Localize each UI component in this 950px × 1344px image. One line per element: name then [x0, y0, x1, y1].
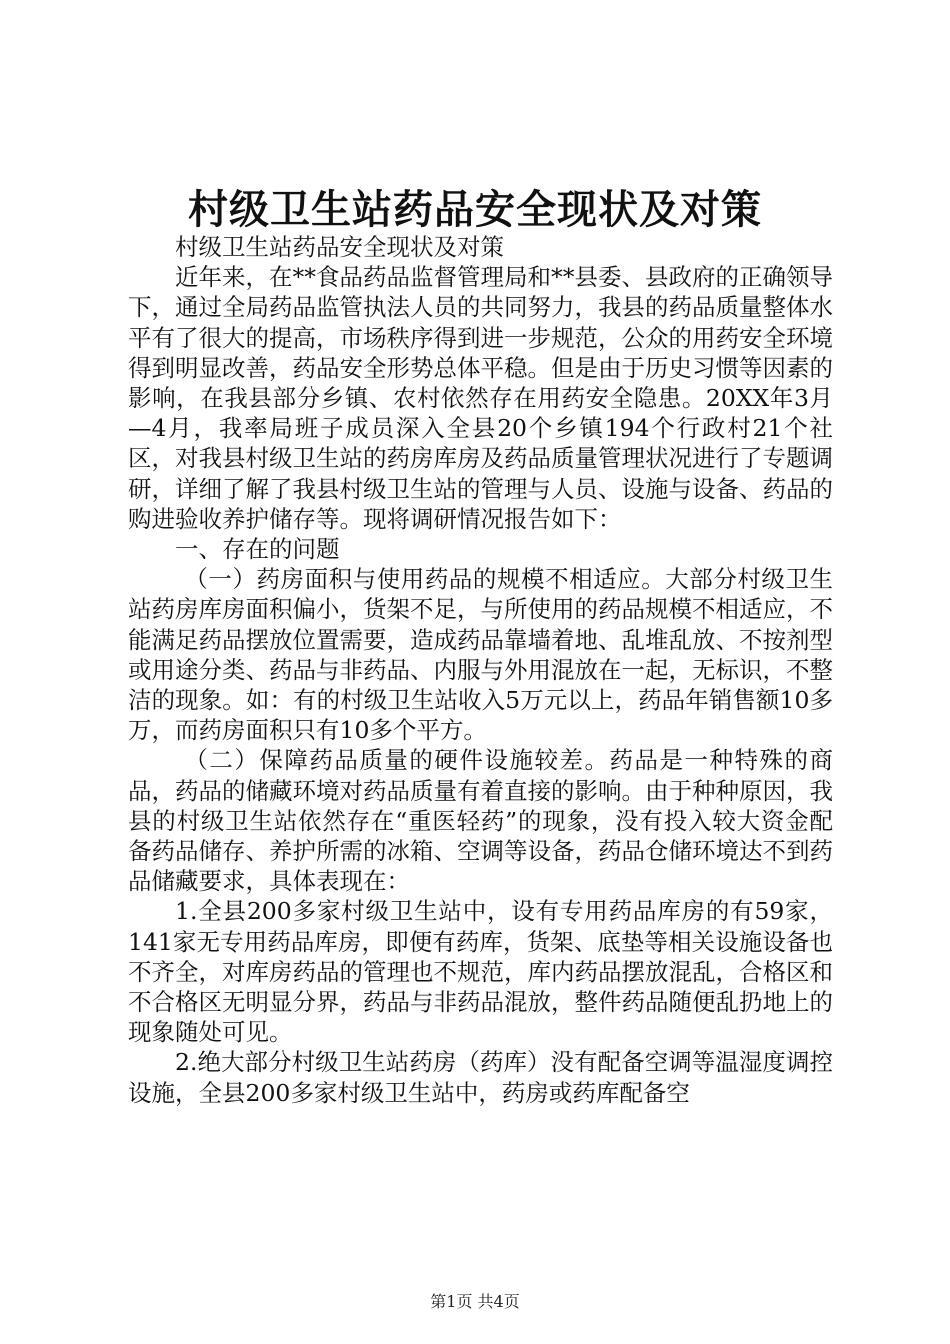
section-heading: 一、存在的问题: [175, 535, 340, 564]
document-title: 村级卫生站药品安全现状及对策: [188, 186, 762, 233]
document-body: [128, 232, 833, 1108]
issue-two-paragraph: （二）保障药品质量的硬件设施较差。药品是一种特殊的商品，药品的储藏环境对药品质量有着直接的影响。由于种种原因，我县的村级卫生站依然存在“重医轻药”的现象，没有投入较大资金配备药品储存、养护所需的冰箱、空调等设备，药品仓储环境达不到药品储藏要求，具体表现在：: [128, 746, 833, 896]
point-one-paragraph: 1.全县200多家村级卫生站中，设有专用药品库房的有59家，141家无专用药品库房，即便有药库，货架、底垫等相关设施设备也不齐全，对库房药品的管理也不规范，库内药品摆放混乱，合格区和不合格区无明显分界，药品与非药品混放，整件药品随便乱扔地上的现象随处可见。: [128, 897, 833, 1047]
point-two-paragraph: 2.绝大部分村级卫生站药房（药库）没有配备空调等温湿度调控设施，全县200多家村级卫生站中，药房或药库配备空: [128, 1048, 833, 1107]
subtitle-paragraph: 村级卫生站药品安全现状及对策: [175, 233, 504, 261]
page-footer: 第1页 共4页: [430, 1292, 520, 1311]
intro-paragraph: 近年来，在**食品药品监督管理局和**县委、县政府的正确领导下，通过全局药品监管执法人员的共同努力，我县的药品质量整体水平有了很大的提高，市场秩序得到进一步规范，公众的用药安全环境得到明显改善，药品安全形势总体平稳。但是由于历史习惯等因素的影响，在我县部分乡镇、农村依然存在用药安全隐患。20XX年3月—4月，我率局班子成员深入全县20个乡镇194个行政村21个社区，对我县村级卫生站的药房库房及药品质量管理状况进行了专题调研，详细了解了我县村级卫生站的管理与人员、设施与设备、药品的购进验收养护储存等。现将调研情况报告如下：: [128, 263, 833, 533]
issue-one-paragraph: （一）药房面积与使用药品的规模不相适应。大部分村级卫生站药房库房面积偏小，货架不足，与所使用的药品规模不相适应，不能满足药品摆放位置需要，造成药品靠墙着地、乱堆乱放、不按剂型或用途分类、药品与非药品、内服与外用混放在一起，无标识，不整洁的现象。如：有的村级卫生站收入5万元以上，药品年销售额10多万，而药房面积只有10多个平方。: [128, 565, 833, 745]
